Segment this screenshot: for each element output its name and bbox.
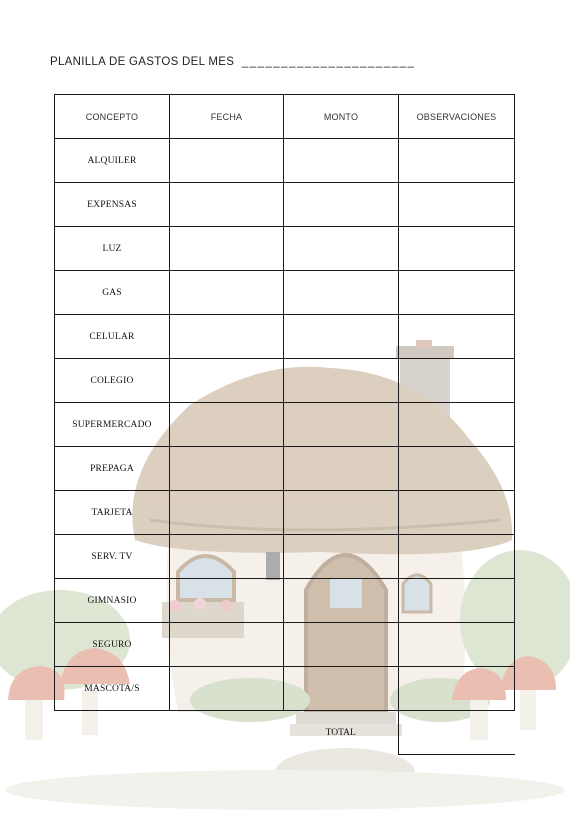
amount-cell[interactable] (284, 447, 399, 491)
amount-cell[interactable] (284, 227, 399, 271)
table-row (55, 271, 515, 315)
page-header (50, 56, 415, 68)
date-cell[interactable] (170, 535, 284, 579)
date-cell[interactable] (170, 271, 284, 315)
column-header-concepto: CONCEPTO (55, 95, 170, 139)
amount-cell[interactable] (284, 403, 399, 447)
column-header-monto: MONTO (284, 95, 399, 139)
amount-cell[interactable] (284, 359, 399, 403)
table-row (55, 491, 515, 535)
page-title: PLANILLA DE GASTOS DEL MES (50, 56, 235, 68)
notes-cell[interactable] (399, 491, 515, 535)
date-cell[interactable] (170, 359, 284, 403)
column-header-observaciones: OBSERVACIONES (399, 95, 515, 139)
table-header-row (55, 95, 515, 139)
table-row (55, 535, 515, 579)
concept-cell: SEGURO (55, 623, 170, 667)
table-row (55, 447, 515, 491)
amount-cell[interactable] (284, 535, 399, 579)
notes-cell[interactable] (399, 139, 515, 183)
notes-cell[interactable] (399, 667, 515, 711)
concept-cell: SUPERMERCADO (55, 403, 170, 447)
table-row (55, 667, 515, 711)
date-cell[interactable] (170, 227, 284, 271)
concept-cell: SERV. TV (55, 535, 170, 579)
table-row (55, 315, 515, 359)
date-cell[interactable] (170, 667, 284, 711)
notes-cell[interactable] (399, 271, 515, 315)
month-blank-line: ______________________ (241, 56, 416, 68)
amount-cell[interactable] (284, 139, 399, 183)
table-row (55, 227, 515, 271)
notes-cell[interactable] (399, 579, 515, 623)
amount-cell[interactable] (284, 667, 399, 711)
notes-cell[interactable] (399, 183, 515, 227)
concept-cell: COLEGIO (55, 359, 170, 403)
amount-cell[interactable] (284, 271, 399, 315)
amount-cell[interactable] (284, 579, 399, 623)
table-row (55, 139, 515, 183)
notes-cell[interactable] (399, 315, 515, 359)
amount-cell[interactable] (284, 183, 399, 227)
date-cell[interactable] (170, 315, 284, 359)
table-row (55, 579, 515, 623)
total-value-cell[interactable] (399, 711, 515, 755)
notes-cell[interactable] (399, 535, 515, 579)
date-cell[interactable] (170, 403, 284, 447)
amount-cell[interactable] (284, 623, 399, 667)
amount-cell[interactable] (284, 491, 399, 535)
column-header-fecha: FECHA (170, 95, 284, 139)
total-spacer (55, 711, 170, 755)
expense-table (54, 94, 515, 755)
date-cell[interactable] (170, 139, 284, 183)
concept-cell: TARJETA (55, 491, 170, 535)
concept-cell: ALQUILER (55, 139, 170, 183)
total-row (55, 711, 515, 755)
date-cell[interactable] (170, 623, 284, 667)
concept-cell: GAS (55, 271, 170, 315)
table-row (55, 403, 515, 447)
notes-cell[interactable] (399, 447, 515, 491)
notes-cell[interactable] (399, 403, 515, 447)
date-cell[interactable] (170, 579, 284, 623)
table-row (55, 183, 515, 227)
table-row (55, 623, 515, 667)
date-cell[interactable] (170, 183, 284, 227)
notes-cell[interactable] (399, 623, 515, 667)
date-cell[interactable] (170, 491, 284, 535)
total-spacer (170, 711, 284, 755)
notes-cell[interactable] (399, 359, 515, 403)
concept-cell: LUZ (55, 227, 170, 271)
concept-cell: MASCOTA/S (55, 667, 170, 711)
concept-cell: CELULAR (55, 315, 170, 359)
concept-cell: EXPENSAS (55, 183, 170, 227)
table-row (55, 359, 515, 403)
notes-cell[interactable] (399, 227, 515, 271)
concept-cell: GIMNASIO (55, 579, 170, 623)
concept-cell: PREPAGA (55, 447, 170, 491)
amount-cell[interactable] (284, 315, 399, 359)
total-label: TOTAL (284, 711, 399, 755)
date-cell[interactable] (170, 447, 284, 491)
